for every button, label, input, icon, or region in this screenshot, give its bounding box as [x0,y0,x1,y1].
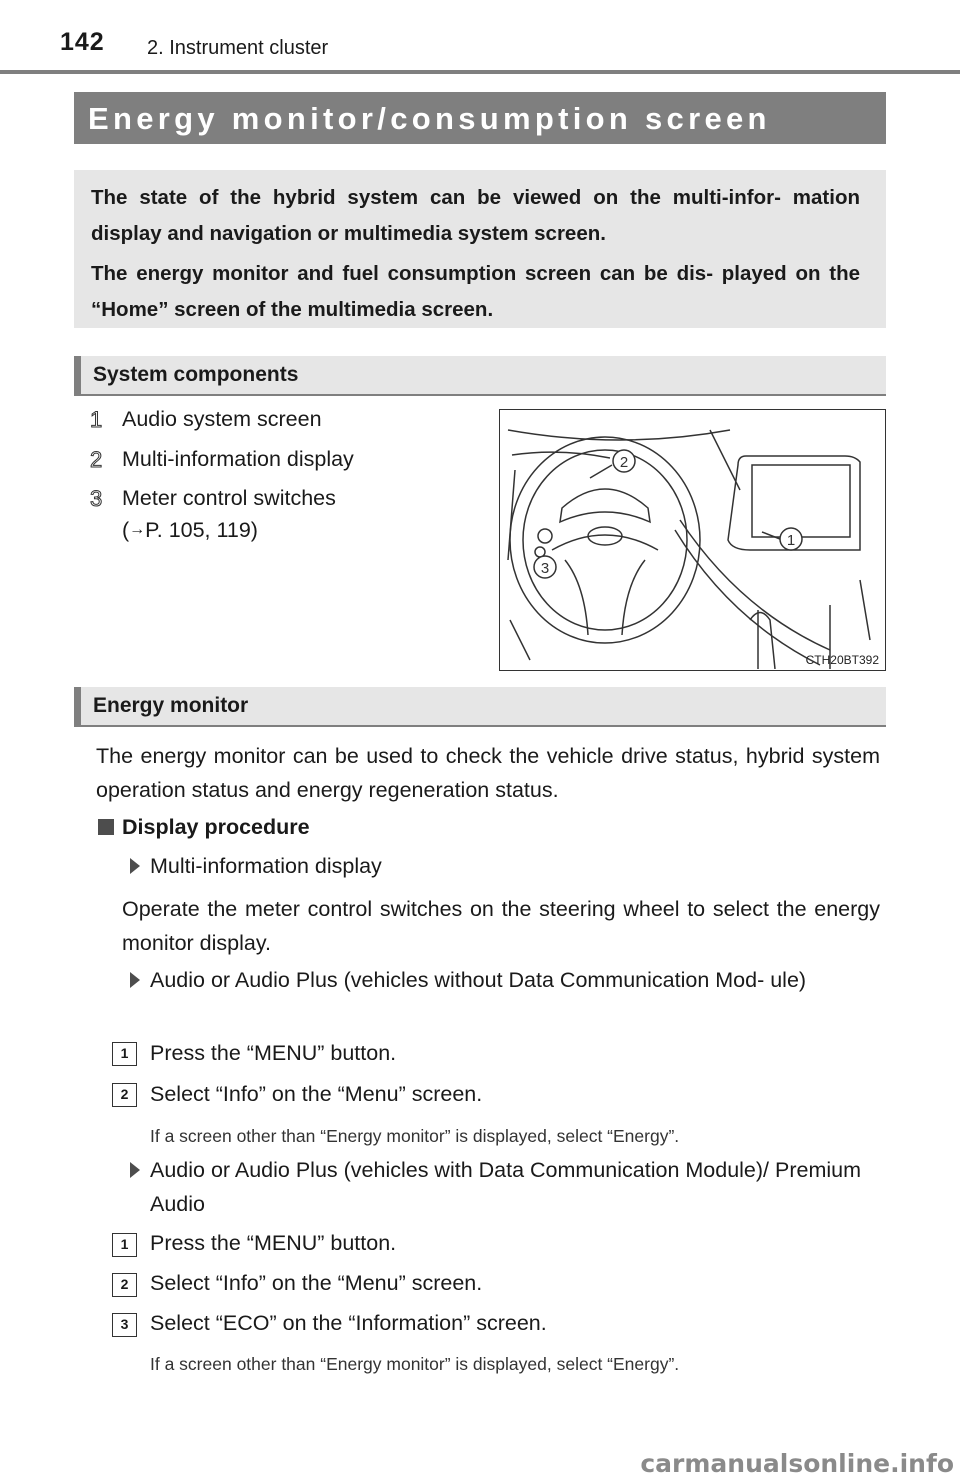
square-bullet-icon [98,819,114,835]
step-number: 1 [112,1042,137,1066]
audio-with-dcm-subheading: Audio or Audio Plus (vehicles with Data Communication Module)/ Premium Audio [150,1158,862,1216]
energy-note: If a screen other than “Energy monitor” is displayed, select “Energy”. [150,1354,680,1374]
step-text: Press the “MENU” button. [150,1231,397,1255]
step-text: Select “ECO” on the “Information” screen. [150,1311,547,1335]
svg-text:2: 2 [619,454,629,471]
system-components-heading-bar [74,356,886,396]
dashboard-illustration [499,409,886,671]
audio-without-dcm-subheading: Audio or Audio Plus (vehicles without Data Communication Mod- ule) [150,968,807,992]
circled-number-1-icon [86,405,110,433]
circled-number-label: 2 [90,447,103,472]
reference-pages: P. 105, 119 [145,518,251,542]
circled-number-label: 3 [90,486,103,511]
circled-number-label: 1 [90,407,103,432]
step-text: Select “Info” on the “Menu” screen. [150,1271,483,1295]
reference-arrow-icon: → [129,521,146,538]
arrow-bullet-icon [130,972,140,988]
component-label: Audio system screen [122,407,322,431]
chapter-title: 2. Instrument cluster [147,37,329,59]
component-label: Meter control switches [122,486,336,510]
energy-monitor-heading: Energy monitor [93,694,249,717]
step-number: 2 [112,1273,137,1297]
system-components-heading: System components [93,363,299,386]
step-text: Select “Info” on the “Menu” screen. [150,1082,483,1106]
intro-box [74,170,886,328]
step-number: 1 [112,1233,137,1257]
watermark: carmanualsonline.info [640,1449,954,1478]
energy-note: If a screen other than “Energy monitor” is displayed, select “Energy”. [150,1126,680,1146]
step-text: Press the “MENU” button. [150,1041,397,1065]
page-number: 142 [60,28,105,56]
circled-number-3-icon [86,484,110,512]
header-divider [0,70,960,74]
step-number: 3 [112,1313,137,1337]
component-label: Multi-information display [122,447,354,471]
intro-paragraph-1: The state of the hybrid system can be viewed on the multi-infor- mation display and navigation or multimedia system screen. [91,186,860,245]
circled-number-2-icon [86,445,110,473]
illustration-code: CTH20BT392 [805,653,879,667]
intro-paragraph-2: The energy monitor and fuel consumption screen can be dis- played on the “Home” screen of the multimedia screen. [91,262,860,321]
step-number: 2 [112,1083,137,1107]
energy-monitor-intro: The energy monitor can be used to check the vehicle drive status, hybrid system operation status and energy regeneration status. [96,744,880,802]
page-reference: (→P. 105, 119) [122,518,258,542]
dashboard-drawing [500,410,884,669]
mid-subheading: Multi-information display [150,854,382,878]
page-title: Energy monitor/consumption screen [88,101,771,136]
arrow-bullet-icon [130,858,140,874]
procedure-heading-label: Display procedure [122,815,310,839]
arrow-bullet-icon [130,1162,140,1178]
svg-text:1: 1 [786,532,796,549]
mid-instructions: Operate the meter control switches on the steering wheel to select the energy monitor display. [122,897,880,955]
section-title-bar [74,92,886,144]
energy-monitor-heading-bar [74,687,886,727]
display-procedure-heading [98,810,310,844]
svg-text:3: 3 [540,560,550,577]
